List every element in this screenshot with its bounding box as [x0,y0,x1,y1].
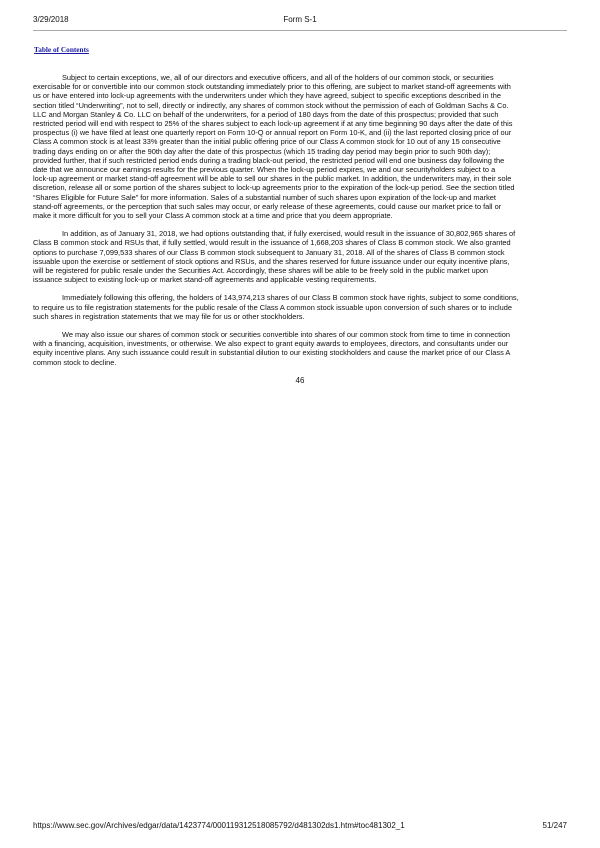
text-line: date that we announce our earnings results for the previous quarter. When the lock-up period expires, we and our securityholders subject to a [33,165,496,175]
page-number: 46 [295,375,305,385]
text-line: LLC and Morgan Stanley & Co. LLC on behalf of the underwriters, for a period of 180 days from the date of this prospectus; provided that such [33,109,499,119]
text-line: Class A common stock is at least 33% greater than the initial public offering price of our Class A common stock for 10 out of any 15 consecutive [33,137,501,147]
text-line: lock-up agreement or market stand-off agreement will be able to sell our shares in the public market. In addition, the underwriters may, in their sole [33,174,512,184]
paragraph-registration-rights [33,293,573,321]
footer-page-count: 51/247 [542,821,567,830]
header-title: Form S-1 [283,15,317,24]
text-line: us or have entered into lock-up agreements with the underwriters under which they have agreed, subject to specific exceptions described in the [33,91,501,101]
footer-url: https://www.sec.gov/Archives/edgar/data/1423774/000119312518085792/d481302ds1.htm#toc481302_1 [33,821,405,830]
paragraph-dilution [33,330,573,367]
text-line: will be registered for public resale under the Securities Act. Accordingly, these shares will be able to be freely sold in the public market upon [33,266,489,276]
document-body [33,73,573,386]
text-line: to require us to file registration statements for the public resale of the Class A common stock issuable upon conversion of such shares or to include [33,302,512,312]
text-line: trading days ending on or after the 90th day after the date of this prospectus (which 15 trading day period may begin prior to such 90th day); [33,146,491,156]
header-date: 3/29/2018 [33,15,69,24]
text-line: Immediately following this offering, the holders of 143,974,213 shares of our Class B common stock have rights, subject to some conditions, [62,293,519,303]
text-line: issuable upon the exercise or settlement of stock options and RSUs, and the shares reserved for future issuance under our equity incentive plans, [33,256,510,266]
text-line: common stock to decline. [33,357,117,367]
table-of-contents-link[interactable]: Table of Contents [34,45,89,54]
text-line: discretion, release all or some portion of the shares subject to lock-up agreements prior to the expiration of the lock-up period. See the section titled [33,183,515,193]
text-line: In addition, as of January 31, 2018, we had options outstanding that, if fully exercised, would result in the issuance of 30,802,965 shares of [62,229,516,239]
text-line: with a financing, acquisition, investments, or otherwise. We also expect to grant equity awards to employees, directors, and consultants under our [33,339,509,349]
paragraph-options [33,229,573,284]
text-line: issuance subject to existing lock-up or market stand-off agreements and applicable vesting requirements. [33,275,377,285]
text-line: equity incentive plans. Any such issuance could result in substantial dilution to our existing stockholders and cause the market price of our Class A [33,348,511,358]
text-line: exercisable for or convertible into our common stock outstanding immediately prior to this offering, are subject to market stand-off agreements with [33,82,511,92]
text-line: such shares in registration statements that we may file for us or other stockholders. [33,311,305,321]
header-divider [33,30,567,31]
text-line: prospectus (i) we have filed at least one quarterly report on Form 10-Q or annual report on Form 10-K, and (ii) the last reported closing price of our [33,128,512,138]
text-line: Class B common stock and RSUs that, if fully settled, would result in the issuance of 1,668,203 shares of Class B common stock. We also granted [33,238,511,248]
text-line: restricted period will end with respect to 25% of the shares subject to each lock-up agreement if at any time beginning 90 days after the date of this [33,119,513,129]
text-line: provided further, that if such restricted period ends during a trading black-out period, the restricted period will end one business day following the [33,155,505,165]
text-line: “Shares Eligible for Future Sale” for more information. Sales of a substantial number of such shares upon expiration of the lock-up and market [33,192,496,202]
text-line: options to purchase 7,099,533 shares of our Class B common stock subsequent to January 31, 2018. All of the shares of Class B common stock [33,247,505,257]
text-line: Subject to certain exceptions, we, all of our directors and executive officers, and all of the holders of our common stock, or securities [62,73,494,82]
text-line: We may also issue our shares of common stock or securities convertible into shares of our common stock from time to time in connection [62,330,510,340]
text-line: make it more difficult for you to sell your Class A common stock at a time and price that you deem appropriate. [33,211,393,221]
paragraph-lockup [33,73,573,220]
text-line: section titled “Underwriting”, not to sell, directly or indirectly, any shares of common stock without the permission of each of Goldman Sachs & Co. [33,100,509,110]
text-line: stand-off agreements, or the perception that such sales may occur, or early release of these agreements, could cause our market price to fall or [33,201,502,211]
